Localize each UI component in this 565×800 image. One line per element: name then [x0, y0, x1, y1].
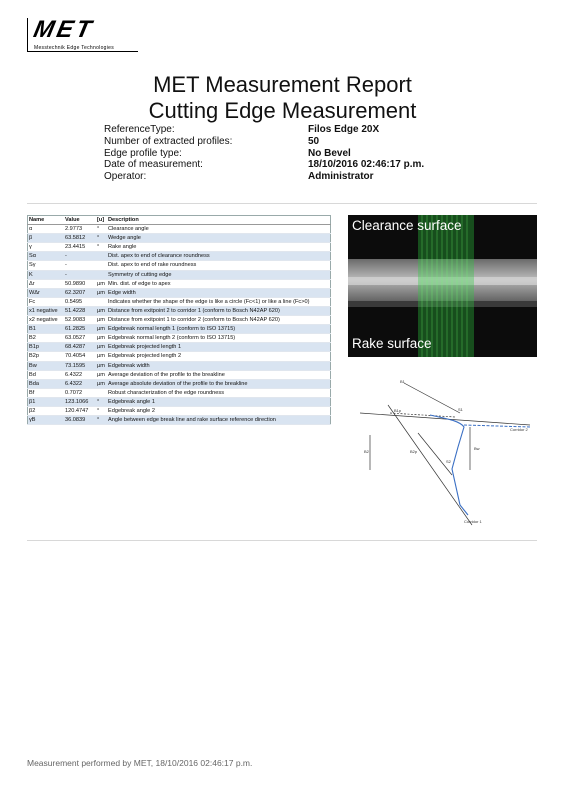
- param-description-cell: Clearance angle: [107, 225, 331, 234]
- param-unit-cell: µm: [96, 288, 107, 297]
- table-row: [28, 406, 331, 415]
- param-name-cell: Bd: [28, 370, 65, 379]
- table-row: [28, 297, 331, 306]
- table-row: [28, 343, 331, 352]
- param-unit-cell: µm: [96, 334, 107, 343]
- meta-value: No Bevel: [308, 147, 351, 159]
- param-description-cell: Dist. apex to end of clearance roundness: [107, 252, 331, 261]
- param-name-cell: Bw: [28, 361, 65, 370]
- diagram-label-b1p: B1p: [394, 408, 402, 413]
- param-name-cell: Δr: [28, 279, 65, 288]
- param-value-cell: 120.4747: [64, 406, 96, 415]
- table-body: [28, 225, 331, 425]
- rake-surface-label: Rake surface: [352, 336, 432, 351]
- param-unit-cell: °: [96, 406, 107, 415]
- param-unit-cell: [96, 270, 107, 279]
- param-value-cell: 62.3207: [64, 288, 96, 297]
- param-name-cell: Fc: [28, 297, 65, 306]
- param-name-cell: β: [28, 234, 65, 243]
- param-value-cell: 73.1595: [64, 361, 96, 370]
- param-name-cell: Sα: [28, 252, 65, 261]
- meta-row: [104, 148, 424, 160]
- table-row: [28, 306, 331, 315]
- param-description-cell: Indicates whether the shape of the edge is like a circle (Fc<1) or like a line (Fc>0): [107, 297, 331, 306]
- param-description-cell: Edgebreak normal length 1 (conform to ISO 13715): [107, 325, 331, 334]
- param-value-cell: 51.4228: [64, 306, 96, 315]
- report-subtitle: Cutting Edge Measurement: [148, 98, 417, 123]
- meta-label: Number of extracted profiles:: [104, 135, 233, 147]
- param-unit-cell: µm: [96, 361, 107, 370]
- logo-tagline: Messtechnik Edge Technologies: [34, 45, 115, 51]
- param-value-cell: 70.4054: [64, 352, 96, 361]
- param-description-cell: Dist. apex to end of rake roundness: [107, 261, 331, 270]
- param-description-cell: Angle between edge break line and rake surface reference direction: [107, 416, 331, 425]
- param-value-cell: 50.9890: [64, 279, 96, 288]
- param-value-cell: 68.4287: [64, 343, 96, 352]
- diagram-label-b1: B1: [400, 379, 405, 384]
- param-description-cell: Edgebreak width: [107, 361, 331, 370]
- column-header: Value: [64, 216, 96, 225]
- b1-dimension: [404, 383, 460, 413]
- param-value-cell: -: [64, 252, 96, 261]
- meta-label: Date of measurement:: [104, 159, 203, 171]
- meta-row: [104, 171, 424, 183]
- table-row: [28, 279, 331, 288]
- param-name-cell: β2: [28, 406, 65, 415]
- report-title: MET Measurement Report: [153, 72, 412, 97]
- table-row: [28, 397, 331, 406]
- param-unit-cell: µm: [96, 343, 107, 352]
- footer-note: Measurement performed by MET, 18/10/2016 02:46:17 p.m.: [27, 758, 253, 768]
- param-name-cell: B1p: [28, 343, 65, 352]
- diagram-label-s1: S1: [458, 407, 463, 412]
- table-row: [28, 234, 331, 243]
- param-value-cell: 63.0527: [64, 334, 96, 343]
- diagram-label-b2: B2: [364, 449, 369, 454]
- divider: [27, 203, 537, 204]
- param-unit-cell: µm: [96, 325, 107, 334]
- divider: [27, 540, 537, 541]
- param-value-cell: -: [64, 261, 96, 270]
- meta-label: ReferenceType:: [104, 124, 175, 135]
- param-description-cell: Rake angle: [107, 243, 331, 252]
- param-value-cell: 0.7072: [64, 388, 96, 397]
- diagram-label-bw: Bw: [474, 446, 480, 451]
- param-description-cell: Edgebreak projected length 1: [107, 343, 331, 352]
- param-name-cell: B2p: [28, 352, 65, 361]
- param-value-cell: 6.4322: [64, 370, 96, 379]
- table-row: [28, 361, 331, 370]
- param-name-cell: Sγ: [28, 261, 65, 270]
- param-unit-cell: °: [96, 225, 107, 234]
- meta-value: Administrator: [308, 171, 374, 183]
- param-unit-cell: µm: [96, 306, 107, 315]
- meta-label: Operator:: [104, 171, 147, 183]
- diagram-label-s2: S2: [446, 459, 451, 464]
- param-value-cell: 36.0839: [64, 416, 96, 425]
- param-value-cell: 61.2825: [64, 325, 96, 334]
- clearance-surface-label: Clearance surface: [352, 218, 462, 233]
- param-unit-cell: [96, 252, 107, 261]
- param-unit-cell: °: [96, 397, 107, 406]
- param-unit-cell: [96, 261, 107, 270]
- table-row: [28, 316, 331, 325]
- param-name-cell: γ: [28, 243, 65, 252]
- table-row: [28, 325, 331, 334]
- param-description-cell: Symmetry of cutting edge: [107, 270, 331, 279]
- diagram-label-b2p: B2p: [410, 449, 418, 454]
- table-row: [28, 379, 331, 388]
- param-value-cell: 2.9773: [64, 225, 96, 234]
- param-name-cell: x2 negative: [28, 316, 65, 325]
- meta-value: Filos Edge 20X: [308, 124, 380, 135]
- meta-row: [104, 136, 424, 148]
- meta-row: [104, 159, 424, 171]
- table-header-row: [28, 216, 331, 225]
- meta-row: [104, 124, 424, 136]
- param-name-cell: β1: [28, 397, 65, 406]
- param-unit-cell: °: [96, 416, 107, 425]
- column-header: Description: [107, 216, 331, 225]
- table-row: [28, 352, 331, 361]
- table-row: [28, 225, 331, 234]
- param-value-cell: 52.9083: [64, 316, 96, 325]
- param-name-cell: K: [28, 270, 65, 279]
- param-description-cell: Min. dist. of edge to apex: [107, 279, 331, 288]
- param-name-cell: Bf: [28, 388, 65, 397]
- param-description-cell: Robust characterization of the edge roundness: [107, 388, 331, 397]
- table-row: [28, 416, 331, 425]
- table-row: [28, 370, 331, 379]
- param-description-cell: Distance from exitpoint 1 to corridor 2 (conform to Bosch N42AP 620): [107, 316, 331, 325]
- table-row: [28, 243, 331, 252]
- param-unit-cell: µm: [96, 316, 107, 325]
- table-row: [28, 334, 331, 343]
- param-description-cell: Edgebreak angle 2: [107, 406, 331, 415]
- param-unit-cell: µm: [96, 279, 107, 288]
- param-name-cell: x1 negative: [28, 306, 65, 315]
- param-value-cell: 123.1066: [64, 397, 96, 406]
- param-description-cell: Edge width: [107, 288, 331, 297]
- column-header: [u]: [96, 216, 107, 225]
- param-unit-cell: [96, 388, 107, 397]
- param-value-cell: 63.5812: [64, 234, 96, 243]
- company-logo: [27, 18, 138, 52]
- table-row: [28, 261, 331, 270]
- edgebreak-diagram: [360, 365, 540, 535]
- diagram-label-corridor1: Corridor 1: [464, 519, 482, 524]
- param-description-cell: Distance from exitpoint 2 to corridor 1 (conform to Bosch N42AP 620): [107, 306, 331, 315]
- param-description-cell: Edgebreak normal length 2 (conform to ISO 13715): [107, 334, 331, 343]
- meta-label: Edge profile type:: [104, 147, 182, 159]
- column-header: Name: [28, 216, 65, 225]
- param-description-cell: Wedge angle: [107, 234, 331, 243]
- meta-value: 18/10/2016 02:46:17 p.m.: [308, 159, 425, 171]
- param-unit-cell: °: [96, 243, 107, 252]
- logo-wordmark: MET: [31, 16, 97, 43]
- param-name-cell: WΔr: [28, 288, 65, 297]
- edge-microscope-image: [348, 215, 537, 357]
- param-unit-cell: µm: [96, 370, 107, 379]
- param-unit-cell: µm: [96, 352, 107, 361]
- rake-line: [360, 413, 530, 425]
- report-metadata: [104, 124, 424, 183]
- param-value-cell: -: [64, 270, 96, 279]
- meta-value: 50: [308, 135, 320, 147]
- table-row: [28, 252, 331, 261]
- parameter-table: [27, 215, 331, 425]
- param-value-cell: 6.4322: [64, 379, 96, 388]
- param-description-cell: Edgebreak projected length 2: [107, 352, 331, 361]
- param-name-cell: B1: [28, 325, 65, 334]
- table-row: [28, 388, 331, 397]
- param-value-cell: 23.4415: [64, 243, 96, 252]
- param-unit-cell: °: [96, 234, 107, 243]
- table-row: [28, 270, 331, 279]
- param-unit-cell: µm: [96, 379, 107, 388]
- param-name-cell: γB: [28, 416, 65, 425]
- param-unit-cell: [96, 297, 107, 306]
- table-row: [28, 288, 331, 297]
- param-description-cell: Edgebreak angle 1: [107, 397, 331, 406]
- param-description-cell: Average deviation of the profile to the breakline: [107, 370, 331, 379]
- param-name-cell: Bda: [28, 379, 65, 388]
- param-name-cell: B2: [28, 334, 65, 343]
- param-value-cell: 0.5495: [64, 297, 96, 306]
- param-description-cell: Average absolute deviation of the profile to the breakline: [107, 379, 331, 388]
- diagram-label-corridor2: Corridor 2: [510, 427, 528, 432]
- param-name-cell: α: [28, 225, 65, 234]
- measured-profile: [430, 415, 468, 515]
